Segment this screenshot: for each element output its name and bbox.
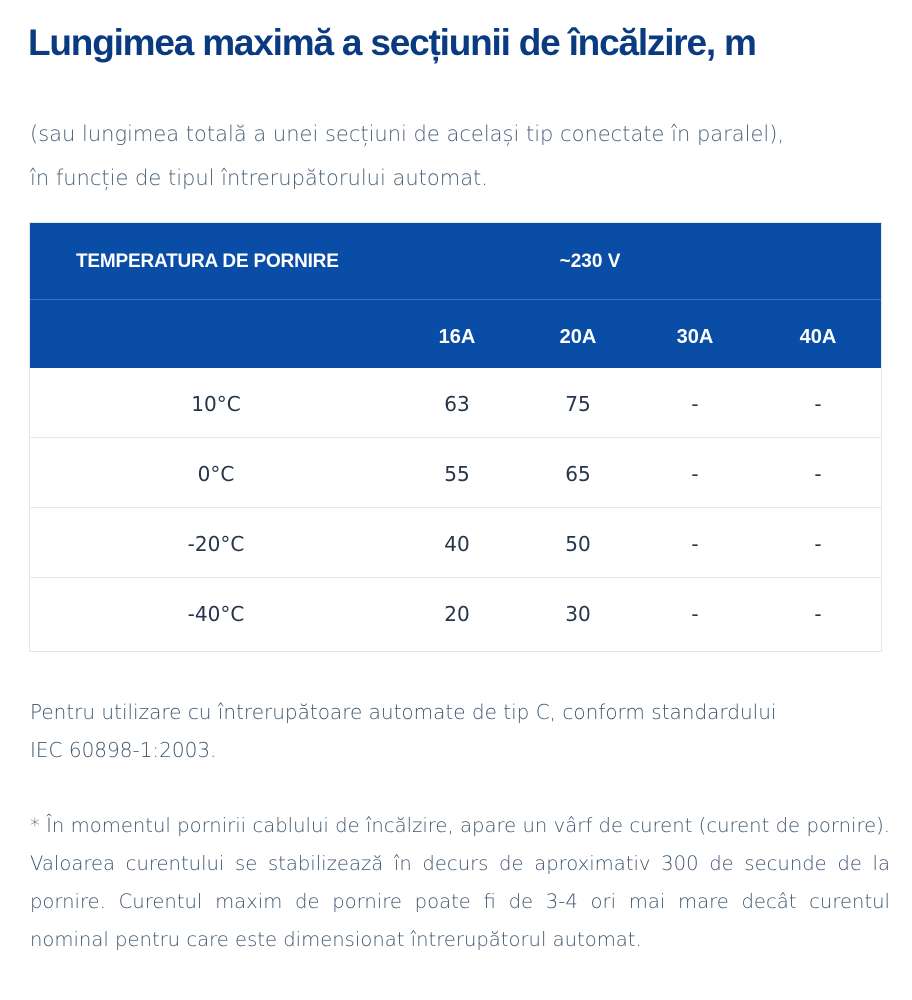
cell-value: 63 [444, 392, 470, 416]
table-row [30, 368, 881, 438]
column-header-16a: 16A [438, 326, 476, 348]
cell-value: - [814, 602, 822, 626]
length-table [29, 222, 882, 652]
cell-value: 40 [444, 532, 470, 556]
table-header-currents [30, 300, 881, 368]
row-temperature: 0°C [197, 462, 235, 486]
cell-value: - [814, 532, 822, 556]
header-start-temperature: TEMPERATURA DE PORNIRE [76, 251, 339, 272]
column-header-30a: 30A [676, 326, 714, 348]
cell-value: 20 [444, 602, 470, 626]
standard-note-line: IEC 60898-1:2003. [30, 738, 217, 762]
row-temperature: -20°C [187, 532, 245, 556]
cell-value: - [691, 532, 699, 556]
table-row [30, 578, 881, 651]
cell-value: - [691, 602, 699, 626]
footnote: * În momentul pornirii cablului de încălzire, apare un vârf de curent (curent de pornire). Valoarea curentului se stabilizează în decurs de aproximativ 300 de secunde de la pornire. Curentul maxim de pornire poate fi de 3-4 ori mai mare decât curentul nominal pentru care este dimensionat întrerupătorul automat. [30, 814, 890, 951]
cell-value: - [691, 462, 699, 486]
cell-value: 75 [565, 392, 591, 416]
standard-note [30, 693, 890, 769]
cell-value: 50 [565, 532, 591, 556]
header-voltage: ~230 V [559, 251, 621, 272]
table-header-primary [30, 223, 881, 300]
table-row [30, 438, 881, 508]
table-row [30, 508, 881, 578]
row-temperature: -40°C [187, 602, 245, 626]
cell-value: - [814, 392, 822, 416]
cell-value: - [814, 462, 822, 486]
standard-note-line: Pentru utilizare cu întrerupătoare automate de tip C, conform standardului [30, 700, 777, 724]
subtitle [30, 112, 890, 200]
cell-value: 55 [444, 462, 470, 486]
subtitle-line: (sau lungimea totală a unei secțiuni de același tip conectate în paralel), [30, 122, 785, 146]
column-header-20a: 20A [559, 326, 597, 348]
page-title: Lungimea maximă a secțiunii de încălzire, m [28, 22, 756, 63]
cell-value: - [691, 392, 699, 416]
cell-value: 30 [565, 602, 591, 626]
column-header-40a: 40A [799, 326, 837, 348]
cell-value: 65 [565, 462, 591, 486]
subtitle-line: în funcție de tipul întrerupătorului automat. [30, 166, 488, 190]
row-temperature: 10°C [191, 392, 241, 416]
